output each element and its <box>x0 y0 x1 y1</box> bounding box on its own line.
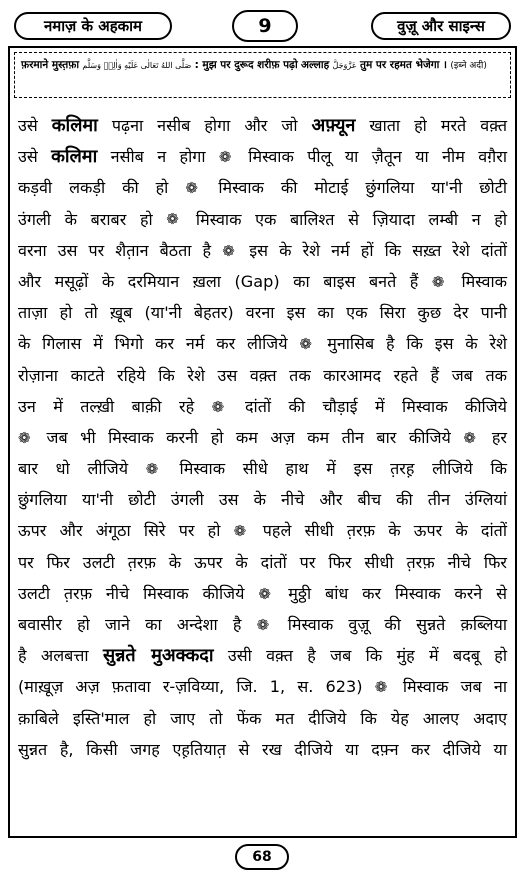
text-line <box>18 484 507 515</box>
text-segment: वरना उस पर शैत़ान बैठता है <box>18 240 223 260</box>
text-line <box>18 172 507 203</box>
text-segment: मिस्वाक जब ना <box>390 677 508 697</box>
text-segment: ताज़ा हो तो ख़ूब (या'नी बेहतर) वरना इस का एक सिरा कुछ देर पानी <box>18 303 507 323</box>
chapter-title: वुज़ू और साइन्स <box>371 12 511 40</box>
page-frame <box>8 46 517 838</box>
text-segment: मिस्वाक सीधे हाथ में इस त़रह़ लीजिये कि <box>161 459 507 479</box>
page-marker: 9 <box>232 10 298 42</box>
text-segment: रोज़ाना काटते रहिये कि रेशे उस वक़्त तक कारआमद रहते हैं जब तक <box>18 365 507 385</box>
text-segment: नसीब न होगा <box>97 147 219 167</box>
text-segment: मिस्वाक <box>447 271 507 291</box>
page-number: 68 <box>235 844 289 870</box>
flower-separator-icon: ❁ <box>256 615 270 634</box>
text-segment: मुनासिब है कि इस के रेशे <box>315 334 507 354</box>
text-segment: ऊपर और अंगूठा सिरे पर हो <box>18 521 234 541</box>
flower-separator-icon: ❁ <box>211 397 225 416</box>
text-segment: दांतों की चौड़ाई में मिस्वाक कीजिये <box>227 396 507 416</box>
text-line <box>18 360 507 391</box>
text-segment: मुठ्ठी बांध कर मिस्वाक करने से <box>274 583 507 603</box>
text-segment: मिस्वाक वुज़ू की सुन्नते क़ब्लिया <box>272 615 508 634</box>
text-line <box>18 328 507 359</box>
book-title: नमाज़ के अहकाम <box>14 12 172 40</box>
flower-separator-icon: ❁ <box>299 335 312 354</box>
text-segment: छुंगलिया या'नी छोटी उंगली उस के नीचे और बीच की तीन उंग्लियां <box>18 490 507 510</box>
text-line <box>18 578 507 609</box>
notice-allah: अल्लाह <box>301 59 330 71</box>
text-line <box>18 609 507 640</box>
text-segment: इस के रेशे नर्म हों कि सख़्त रेशे दांतों <box>238 240 507 260</box>
text-line <box>18 640 507 671</box>
text-segment: उन में तल्ख़ी बाक़ी रहे <box>18 396 212 416</box>
text-segment: बवासीर हो जाने का अन्देशा है <box>18 615 257 634</box>
notice-box <box>14 52 511 98</box>
text-segment: कड़वी लकड़ी की हो <box>18 178 186 198</box>
text-line <box>18 671 507 702</box>
flower-separator-icon: ❁ <box>431 272 445 291</box>
notice-suffix: तुम पर रहमत भेजेगा । <box>359 59 448 71</box>
text-segment: उलटी त़रफ़ नीचे मिस्वाक कीजिये <box>18 583 259 603</box>
text-segment: बार धो लीजिये <box>18 459 146 479</box>
arabic-salutation: صَلَّى اللهُ تَعَالٰى عَلَيْهِ وَاٰلِهٖ وَسَلَّم <box>82 61 192 70</box>
flower-separator-icon: ❁ <box>166 210 179 229</box>
text-segment: (माख़ूज़ अज़ फ़तावा र-ज़विय्या, जि. 1, स. 623) <box>18 677 375 697</box>
emphasis-text: कलिमा <box>51 146 98 168</box>
flower-separator-icon: ❁ <box>185 179 198 198</box>
text-line <box>18 734 507 765</box>
text-segment: सुन्नत है, किसी जगह एह़तियात़ से रख दीजिये या दफ़्न कर दीजिये या <box>18 739 507 759</box>
text-segment: उसे <box>18 147 52 167</box>
text-segment: पर फिर उलटी त़रफ़ के ऊपर के दांतों पर फिर सीधी त़रफ़ नीचे फिर <box>18 552 507 572</box>
arabic-honorific: عَزَّوَجَلَّ <box>332 61 357 70</box>
text-line <box>18 703 507 734</box>
text-segment: के गिलास में भिगो कर नर्म कर लीजिये <box>18 334 300 354</box>
text-segment: उसी वक़्त है जब कि मुंह में बदबू हो <box>213 646 508 666</box>
text-segment: और मसूढ़ों के दरमियान ख़ला (Gap) का बाइस बनते हैं <box>18 271 432 291</box>
text-line <box>18 141 507 172</box>
text-segment: पढ़ना नसीब होगा और जो <box>97 116 312 135</box>
flower-separator-icon: ❁ <box>374 678 388 697</box>
flower-separator-icon: ❁ <box>463 428 476 447</box>
text-segment: मिस्वाक पीलू या ज़ैतून या नीम वग़ैरा <box>234 147 507 167</box>
flower-separator-icon: ❁ <box>18 428 31 447</box>
emphasis-text: कलिमा <box>51 115 98 136</box>
text-segment: हर <box>479 427 507 447</box>
text-line <box>18 297 507 328</box>
text-line <box>18 453 507 484</box>
notice-prefix: फ़रमाने मुस्त़फ़ा <box>21 59 80 71</box>
flower-separator-icon: ❁ <box>218 148 232 167</box>
flower-separator-icon: ❁ <box>145 459 159 478</box>
text-segment: क़ाबिले इस्ति'माल हो जाए तो फेंक मत दीजिये कि येह आलए अदाए <box>18 708 507 728</box>
notice-middle: : मुझ पर दुरूद शरीफ़ पढ़ो <box>194 59 298 71</box>
text-segment: मिस्वाक एक बालिश्त से ज़ियादा लम्बी न हो <box>182 209 507 229</box>
text-segment: है अलबत्ता <box>18 646 103 666</box>
text-line <box>18 547 507 578</box>
flower-separator-icon: ❁ <box>222 241 235 260</box>
text-line <box>18 110 507 141</box>
emphasis-text: अफ़्यून <box>311 115 356 136</box>
flower-separator-icon: ❁ <box>258 584 271 603</box>
text-segment: खाता हो मरते वक़्त <box>355 116 507 135</box>
text-line <box>18 235 507 266</box>
text-line <box>18 266 507 297</box>
notice-reference: (इब्ने अदी) <box>450 61 487 71</box>
text-segment: जब भी मिस्वाक करनी हो कम अज़ कम तीन बार कीजिये <box>34 427 464 447</box>
text-line <box>18 204 507 235</box>
emphasis-text: सुन्नते मुअक्कदा <box>102 645 214 667</box>
flower-separator-icon: ❁ <box>233 522 247 541</box>
text-line <box>18 391 507 422</box>
text-segment: पहले सीधी त़रफ़ के ऊपर के दांतों <box>249 521 507 541</box>
body-text <box>18 110 507 765</box>
page-header <box>10 8 515 42</box>
text-line <box>18 515 507 546</box>
text-segment: उंगली के बराबर हो <box>18 209 167 229</box>
text-line <box>18 422 507 453</box>
text-segment: मिस्वाक की मोटाई छुंगलिया या'नी छोटी <box>201 178 507 198</box>
text-segment: उसे <box>18 116 52 135</box>
